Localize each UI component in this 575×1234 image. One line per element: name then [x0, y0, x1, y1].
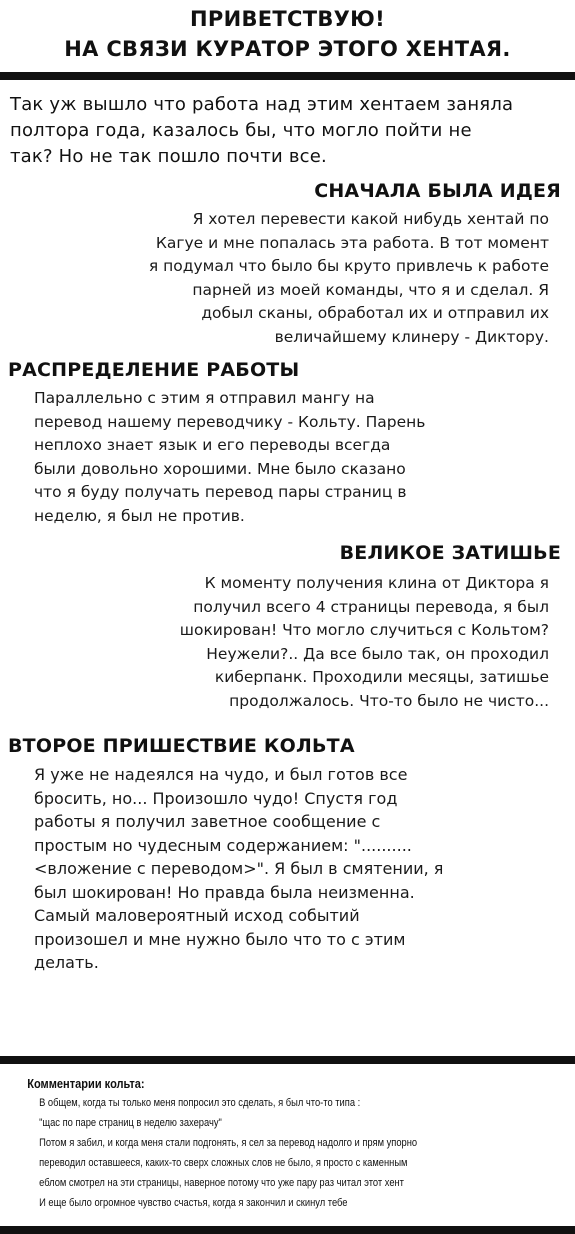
comments-block	[0, 1056, 575, 1226]
comment-line: еблом смотрел на эти страницы, наверное потому что уже пару раз читал этот хент	[39, 1177, 404, 1189]
body-line: продолжалось. Что-то было не чисто...	[229, 691, 549, 710]
comment-line: В общем, когда ты только меня попросил это сделать, я был что-то типа :	[39, 1097, 361, 1109]
comments-top-divider	[0, 1056, 575, 1064]
comments-title: Комментарии кольта:	[27, 1076, 145, 1091]
body-line: произошел и мне нужно было что то с этим	[34, 929, 406, 949]
body-line: неплохо знает язык и его переводы всегда	[34, 436, 391, 454]
body-line: был шокирован! Но правда была неизменна.	[34, 882, 415, 902]
header-line-2: НА СВЯЗИ КУРАТОР ЭТОГО ХЕНТАЯ.	[64, 37, 511, 61]
body-line: Я уже не надеялся на чудо, и был готов все	[34, 765, 408, 784]
body-line: добыл сканы, обработал их и отправил их	[201, 304, 549, 322]
section-distribution	[0, 359, 575, 528]
body-line: я подумал что было бы круто привлечь к работе	[148, 257, 549, 275]
body-line: были довольно хорошими. Мне было сказано	[34, 459, 406, 478]
body-line: шокирован! Что могло случиться с Кольтом?	[179, 621, 549, 639]
body-line: Неужели?.. Да все было так, он проходил	[206, 644, 549, 663]
header-divider	[0, 72, 575, 80]
comment-line: "щас по паре страниц в неделю захерачу"	[39, 1117, 222, 1129]
intro-paragraph	[0, 80, 575, 170]
page-header	[0, 0, 575, 64]
comment-line: И еще было огромное чувство счастья, когда я закончил и скинул тебе	[39, 1197, 348, 1209]
comment-line: переводил оставшееся, каких-то сверх сложных слов не было, я просто с каменным	[39, 1157, 408, 1169]
body-line: Самый маловероятный исход событий	[34, 906, 360, 925]
section-title: ВТОРОЕ ПРИШЕСТВИЕ КОЛЬТА	[8, 735, 355, 757]
intro-line: Так уж вышло что работа над этим хентаем заняла	[10, 94, 514, 115]
section-body	[0, 763, 575, 975]
section-body	[0, 208, 575, 349]
body-line: <вложение с переводом>". Я был в смятении, я	[34, 859, 444, 878]
section-calm	[0, 542, 575, 713]
section-body	[0, 572, 575, 713]
body-line: Я хотел перевести какой нибудь хентай по	[192, 210, 549, 228]
body-line: Кагуе и мне попалась эта работа. В тот момент	[155, 233, 549, 252]
section-second-coming	[0, 735, 575, 975]
body-line: простым но чудесным содержанием: "..........	[34, 835, 412, 855]
section-body	[0, 387, 575, 528]
body-line: бросить, но... Произошло чудо! Спустя год	[34, 788, 398, 808]
intro-line: полтора года, казалось бы, что могло пойти не	[10, 120, 472, 141]
comment-line: Потом я забил, и когда меня стали подгонять, я сел за перевод надолго и прям упорно	[39, 1137, 418, 1149]
section-title: СНАЧАЛА БЫЛА ИДЕЯ	[314, 180, 561, 202]
body-line: получил всего 4 страницы перевода, я был	[193, 597, 549, 616]
body-line: К моменту получения клина от Диктора я	[204, 574, 549, 592]
section-idea	[0, 180, 575, 349]
body-line: работы я получил заветное сообщение с	[34, 812, 381, 831]
body-line: перевод нашему переводчику - Кольту. Парень	[34, 412, 426, 431]
section-title: ВЕЛИКОЕ ЗАТИШЬЕ	[339, 542, 561, 564]
body-line: киберпанк. Проходили месяцы, затишье	[214, 668, 549, 686]
intro-line: так? Но не так пошло почти все.	[10, 146, 327, 167]
body-line: неделю, я был не против.	[34, 506, 245, 525]
header-line-1: ПРИВЕТСТВУЮ!	[190, 7, 385, 31]
body-line: что я буду получать перевод пары страниц в	[34, 483, 407, 501]
body-line: парней из моей команды, что я и сделал. Я	[192, 280, 549, 299]
body-line: Параллельно с этим я отправил мангу на	[34, 389, 375, 407]
body-line: делать.	[34, 953, 99, 972]
bottom-divider	[0, 1226, 575, 1234]
body-line: величайшему клинеру - Диктору.	[274, 327, 549, 346]
section-title: РАСПРЕДЕЛЕНИЕ РАБОТЫ	[8, 359, 300, 381]
